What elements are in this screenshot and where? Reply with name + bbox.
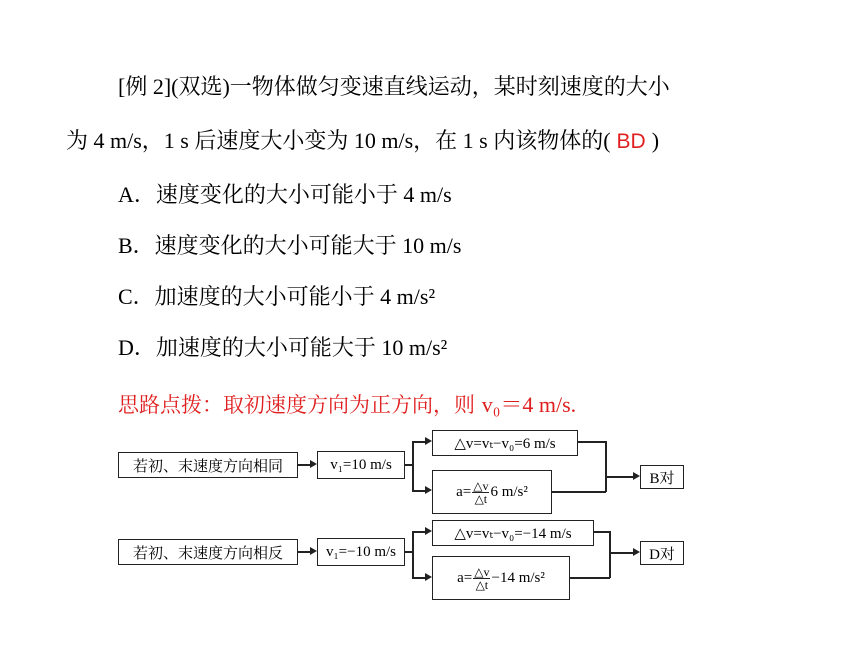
case1-a-fraction (472, 480, 489, 505)
case2-dv-text: △v=vₜ−v₀=−14 m/s (454, 525, 572, 542)
hint-line (118, 388, 576, 419)
result-b-box (640, 465, 684, 489)
question-text: 为 4 m/s，1 s 后速度大小变为 10 m/s，在 1 s 内该物体的( (66, 128, 611, 153)
result-b-text: B对 (649, 470, 675, 487)
case2-vt-text: v₁=−10 m/s (325, 543, 397, 560)
case2-a-denominator: △t (475, 577, 489, 592)
question-close-paren: ) (651, 128, 660, 153)
option-b: B．速度变化的大小可能大于 10 m/s (118, 233, 462, 258)
case-same-direction-label: 若初、末速度方向相同 (132, 458, 283, 475)
hint-value: v₀＝4 m/s. (481, 392, 577, 417)
hint-label: 思路点拨：取初速度方向为正方向，则 (118, 393, 475, 417)
option-d: D．加速度的大小可能大于 10 m/s² (118, 335, 448, 360)
option-c: C．加速度的大小可能小于 4 m/s² (118, 284, 436, 309)
case2-a-prefix: a= (457, 569, 473, 586)
case1-a-denominator: △t (474, 491, 488, 506)
case2-vt-box (317, 538, 405, 566)
case2-a-fraction (473, 566, 490, 591)
case1-a-value: 6 m/s² (490, 483, 528, 500)
result-d-text: D对 (649, 546, 675, 563)
question-line-2 (66, 124, 659, 155)
case-opposite-direction-box (118, 539, 298, 565)
case2-a-box (432, 556, 570, 600)
case2-a-numerator: △v (474, 564, 490, 579)
case1-vt-text: v₁=10 m/s (330, 456, 392, 473)
case1-a-prefix: a= (456, 483, 472, 500)
case-same-direction-box (118, 452, 298, 478)
case1-a-numerator: △v (473, 478, 489, 493)
answer-text: BD (616, 130, 646, 153)
option-a: A．速度变化的大小可能小于 4 m/s (118, 182, 452, 207)
case1-dv-box (432, 430, 578, 456)
case1-a-box (432, 470, 552, 514)
case1-vt-box (317, 451, 405, 479)
question-line-1: [例 2](双选)一物体做匀变速直线运动，某时刻速度的大小 (118, 74, 670, 99)
case1-dv-text: △v=vₜ−v₀=6 m/s (454, 435, 556, 452)
case-opposite-direction-label: 若初、末速度方向相反 (132, 545, 283, 562)
case2-dv-box (432, 520, 594, 546)
case2-a-value: −14 m/s² (491, 569, 545, 586)
result-d-box (640, 541, 684, 565)
